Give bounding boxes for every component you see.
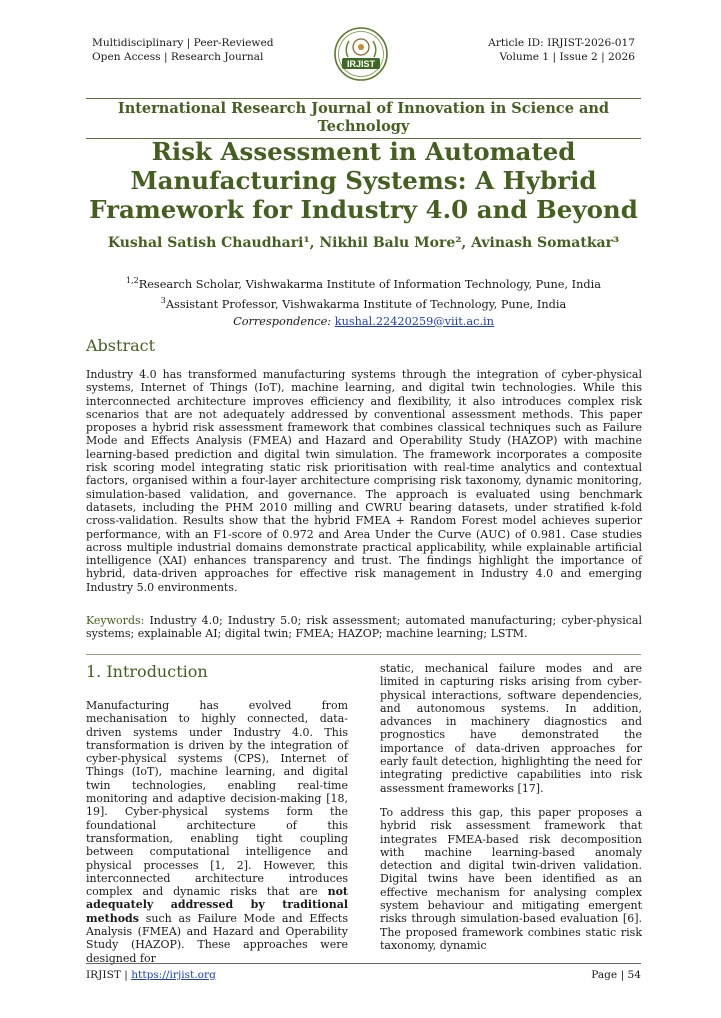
intro-text-part1: Manufacturing has evolved from mechanisation to highly connected, data-driven systems under Industry 4.0. This transformation is driven by the integration of cyber-physical systems (CPS), Internet of Things (IoT), machine learning, and digital twin technologies, enabling real-time monitoring and adaptive decision-making [18, 19]. Cyber-physical systems form the foundational architecture of this transformation, enabling tight coupling between computational intelligence and physical processes [1, 2]. However, this interconnected architecture introduces complex and dynamic risks that are — [86, 699, 348, 899]
title-line-2: Manufacturing Systems: A Hybrid — [130, 166, 597, 195]
authors: Kushal Satish Chaudhari¹, Nikhil Balu More², Avinash Somatkar³ — [107, 235, 620, 251]
correspondence-email-link[interactable]: kushal.22420259@viit.ac.in — [334, 314, 494, 328]
paper-title — [86, 137, 641, 224]
affiliation-1 — [86, 273, 641, 293]
title-line-1: Risk Assessment in Automated — [151, 137, 576, 166]
footer-website-link[interactable]: https://irjist.org — [131, 969, 216, 981]
correspondence — [86, 314, 641, 331]
intro-column-right-para2: To address this gap, this paper proposes a hybrid risk assessment framework that integrates FMEA-based risk decomposition with machine learning-based anomaly detection and digital twin-driven validation. Digital twins have been identified as an effective mechanism for analysing complex system behaviour and mitigating emergent risks through simulation-based evaluation [6]. The proposed framework combines static risk taxonomy, dynamic — [380, 806, 642, 952]
journal-logo — [334, 27, 388, 81]
footer-divider — [86, 963, 641, 964]
abstract-text: Industry 4.0 has transformed manufacturing systems through the integration of cyber-physical systems, Internet of Things (IoT), machine learning, and digital twin technologies. While this interconnected architecture improves efficiency and flexibility, it also introduces complex risk scenarios that are not adequately addressed by conventional assessment methods. This paper proposes a hybrid risk assessment framework that combines classical techniques such as Failure Mode and Effects Analysis (FMEA) and Hazard and Operability Study (HAZOP) with machine learning-based prediction and digital twin simulation. The framework incorporates a composite risk scoring model integrating static risk prioritisation with real-time analytics and contextual factors, organised within a four-layer architecture comprising risk taxonomy, dynamic monitoring, simulation-based validation, and governance. The approach is evaluated using benchmark datasets, including the PHM 2010 milling and CWRU bearing datasets, under stratified k-fold cross-validation. Results show that the hybrid FMEA + Random Forest model achieves superior performance, with an F1-score of 0.972 and Area Under the Curve (AUC) of 0.981. Case studies across multiple industrial domains demonstrate practical applicability, while explainable artificial intelligence (XAI) enhances transparency and trust. The findings highlight the importance of hybrid, data-driven approaches for effective risk management in Industry 4.0 and emerging Industry 5.0 environments. — [86, 368, 642, 594]
logo-text: IRJIST — [346, 59, 376, 69]
intro-column-left — [86, 699, 348, 965]
journal-name: International Research Journal of Innovation in Science and Technology — [86, 98, 641, 139]
header-right — [488, 37, 635, 64]
footer-journal: IRJIST | — [86, 969, 128, 981]
title-line-3: Framework for Industry 4.0 and Beyond — [89, 195, 638, 224]
introduction-heading: 1. Introduction — [86, 662, 208, 681]
affiliation-2-text: Assistant Professor, Vishwakarma Institute of Technology, Pune, India — [165, 298, 567, 312]
affiliation-1-text: Research Scholar, Vishwakarma Institute of Information Technology, Pune, India — [138, 277, 601, 291]
intro-text-part2: such as Failure Mode and Effects Analysis (FMEA) and Hazard and Operability Study (HAZOP). These approaches were designed for — [86, 911, 348, 965]
intro-text-bold: not adequately addressed by traditional methods — [86, 885, 349, 925]
section-divider — [86, 654, 641, 655]
volume-issue: Volume 1 | Issue 2 | 2026 — [499, 50, 635, 63]
page-number: Page | 54 — [591, 969, 641, 981]
affiliation-2 — [86, 293, 641, 313]
abstract-heading: Abstract — [86, 336, 156, 355]
header-left — [92, 37, 274, 64]
keywords — [86, 614, 642, 641]
header-left-line2: Open Access | Research Journal — [92, 50, 264, 63]
keywords-text: Industry 4.0; Industry 5.0; risk assessment; automated manufacturing; cyber-physical systems; explainable AI; digital twin; FMEA; HAZOP; machine learning; LSTM. — [86, 614, 642, 641]
header-left-line1: Multidisciplinary | Peer-Reviewed — [92, 37, 274, 49]
affiliation-1-sup: 1,2 — [126, 276, 139, 285]
affiliation-2-sup: 3 — [160, 296, 166, 306]
correspondence-label: Correspondence: — [233, 314, 332, 328]
intro-column-right-para1: static, mechanical failure modes and are limited in capturing risks arising from cyber-physical interactions, software dependencies, and autonomous systems. In addition, advances in machinery diagnostics and prognostics have demonstrated the importance of data-driven approaches for early fault detection, highlighting the need for integrating predictive capabilities into risk assessment frameworks [17]. — [380, 662, 642, 795]
article-id: Article ID: IRJIST-2026-017 — [488, 37, 635, 49]
footer-left — [86, 969, 216, 981]
keywords-label: Keywords: — [86, 614, 145, 627]
affiliations — [86, 273, 641, 330]
